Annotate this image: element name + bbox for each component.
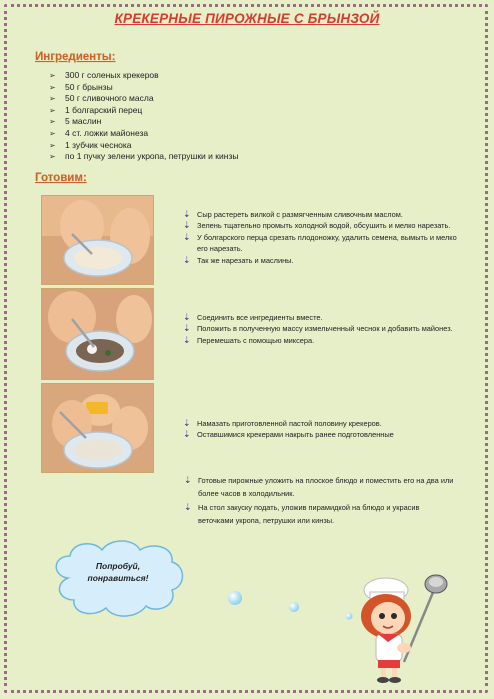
arrow-bullet-icon: ➢: [49, 117, 56, 127]
list-item: [183, 255, 458, 266]
list-item: [183, 209, 458, 220]
ingredient-text: 1 болгарский перец: [65, 104, 143, 115]
down-arrow-bullet-icon: ⇣: [183, 231, 191, 242]
ingredients-heading: Ингредиенты:: [35, 51, 116, 63]
down-arrow-bullet-icon: ⇣: [183, 334, 191, 345]
down-arrow-bullet-icon: ⇣: [183, 209, 191, 219]
step-list-4: [184, 475, 456, 527]
down-arrow-bullet-icon: ⇣: [184, 502, 192, 512]
list-item: [183, 232, 458, 255]
ingredient-text: 5 маслин: [65, 116, 102, 127]
step-text: Оставшимися крекерами накрыть ранее подготовленные: [197, 430, 394, 440]
list-item: [184, 502, 456, 527]
step-text: Перемешать с помощью миксера.: [197, 335, 315, 345]
arrow-bullet-icon: ➢: [49, 82, 56, 92]
list-item: [183, 312, 458, 323]
ingredient-list: [49, 70, 238, 163]
step-list-1: [183, 209, 458, 266]
decorative-bubbles: [222, 585, 362, 625]
step-text: Намазать приготовленной пастой половину крекеров.: [197, 419, 382, 428]
list-item: [49, 151, 238, 163]
arrow-bullet-icon: ➢: [49, 71, 56, 80]
down-arrow-bullet-icon: ⇣: [183, 312, 191, 322]
step-text: Положить в полученную массу измельченный чеснок и добавить майонез.: [197, 324, 453, 334]
step-photo-1: [41, 195, 154, 285]
ingredient-text: по 1 пучку зелени укропа, петрушки и кинзы: [65, 151, 239, 162]
chef-girl-illustration: [356, 570, 456, 685]
ingredient-text: 300 г соленых крекеров: [65, 70, 159, 80]
ingredient-text: 1 зубчик чеснока: [65, 139, 132, 150]
list-item: [49, 116, 238, 128]
list-item: [183, 220, 458, 231]
cloud-line-1: Попробуй,: [95, 561, 141, 571]
list-item: [49, 140, 238, 152]
down-arrow-bullet-icon: ⇣: [183, 220, 191, 231]
list-item: [49, 105, 238, 117]
step-list-2: [183, 312, 458, 346]
down-arrow-bullet-icon: ⇣: [183, 429, 191, 440]
step-text: Зелень тщательно промыть холодной водой, обсушить и мелко нарезать.: [197, 221, 451, 231]
list-item: [184, 475, 456, 500]
step-photo-2: [41, 288, 154, 380]
list-item: [49, 70, 238, 82]
arrow-bullet-icon: ➢: [49, 94, 56, 104]
arrow-bullet-icon: ➢: [49, 152, 56, 162]
list-item: [183, 323, 458, 334]
cloud-text: [68, 561, 168, 584]
arrow-bullet-icon: ➢: [49, 140, 56, 150]
down-arrow-bullet-icon: ⇣: [183, 323, 191, 334]
down-arrow-bullet-icon: ⇣: [183, 418, 191, 428]
ingredient-text: 50 г сливочного масла: [65, 93, 154, 104]
step-list-3: [183, 418, 458, 441]
page-title: КРЕКЕРНЫЕ ПИРОЖНЫЕ С БРЫНЗОЙ: [114, 11, 380, 26]
step-text: Так же нарезать и маслины.: [197, 255, 294, 265]
step-text: Готовые пирожные уложить на плоское блюдо и поместить его на два или более часов в холодильник.: [198, 476, 454, 498]
list-item: [183, 335, 458, 346]
list-item: [183, 429, 458, 440]
down-arrow-bullet-icon: ⇣: [183, 254, 191, 265]
ingredient-text: 4 ст. ложки майонеза: [65, 127, 149, 138]
list-item: [49, 128, 238, 140]
ingredient-text: 50 г брынзы: [65, 81, 113, 92]
arrow-bullet-icon: ➢: [49, 128, 56, 138]
list-item: [49, 82, 238, 94]
step-text: Соединить все ингредиенты вместе.: [197, 313, 323, 322]
step-text: На стол закуску подать, уложив пирамидкой на блюдо и украсив веточками укропа, петрушки или кинзы.: [198, 503, 420, 525]
cloud-line-2: понравиться!: [87, 572, 149, 583]
step-text: У болгарского перца срезать плодоножку, удалить семена, вымыть и мелко его нарезать.: [197, 232, 457, 254]
down-arrow-bullet-icon: ⇣: [184, 475, 192, 485]
list-item: [49, 93, 238, 105]
step-text: Сыр растереть вилкой с размягченным сливочным маслом.: [197, 210, 403, 219]
step-photo-3: [41, 383, 154, 473]
arrow-bullet-icon: ➢: [49, 105, 56, 115]
list-item: [183, 418, 458, 429]
cooking-heading: Готовим:: [35, 172, 87, 184]
